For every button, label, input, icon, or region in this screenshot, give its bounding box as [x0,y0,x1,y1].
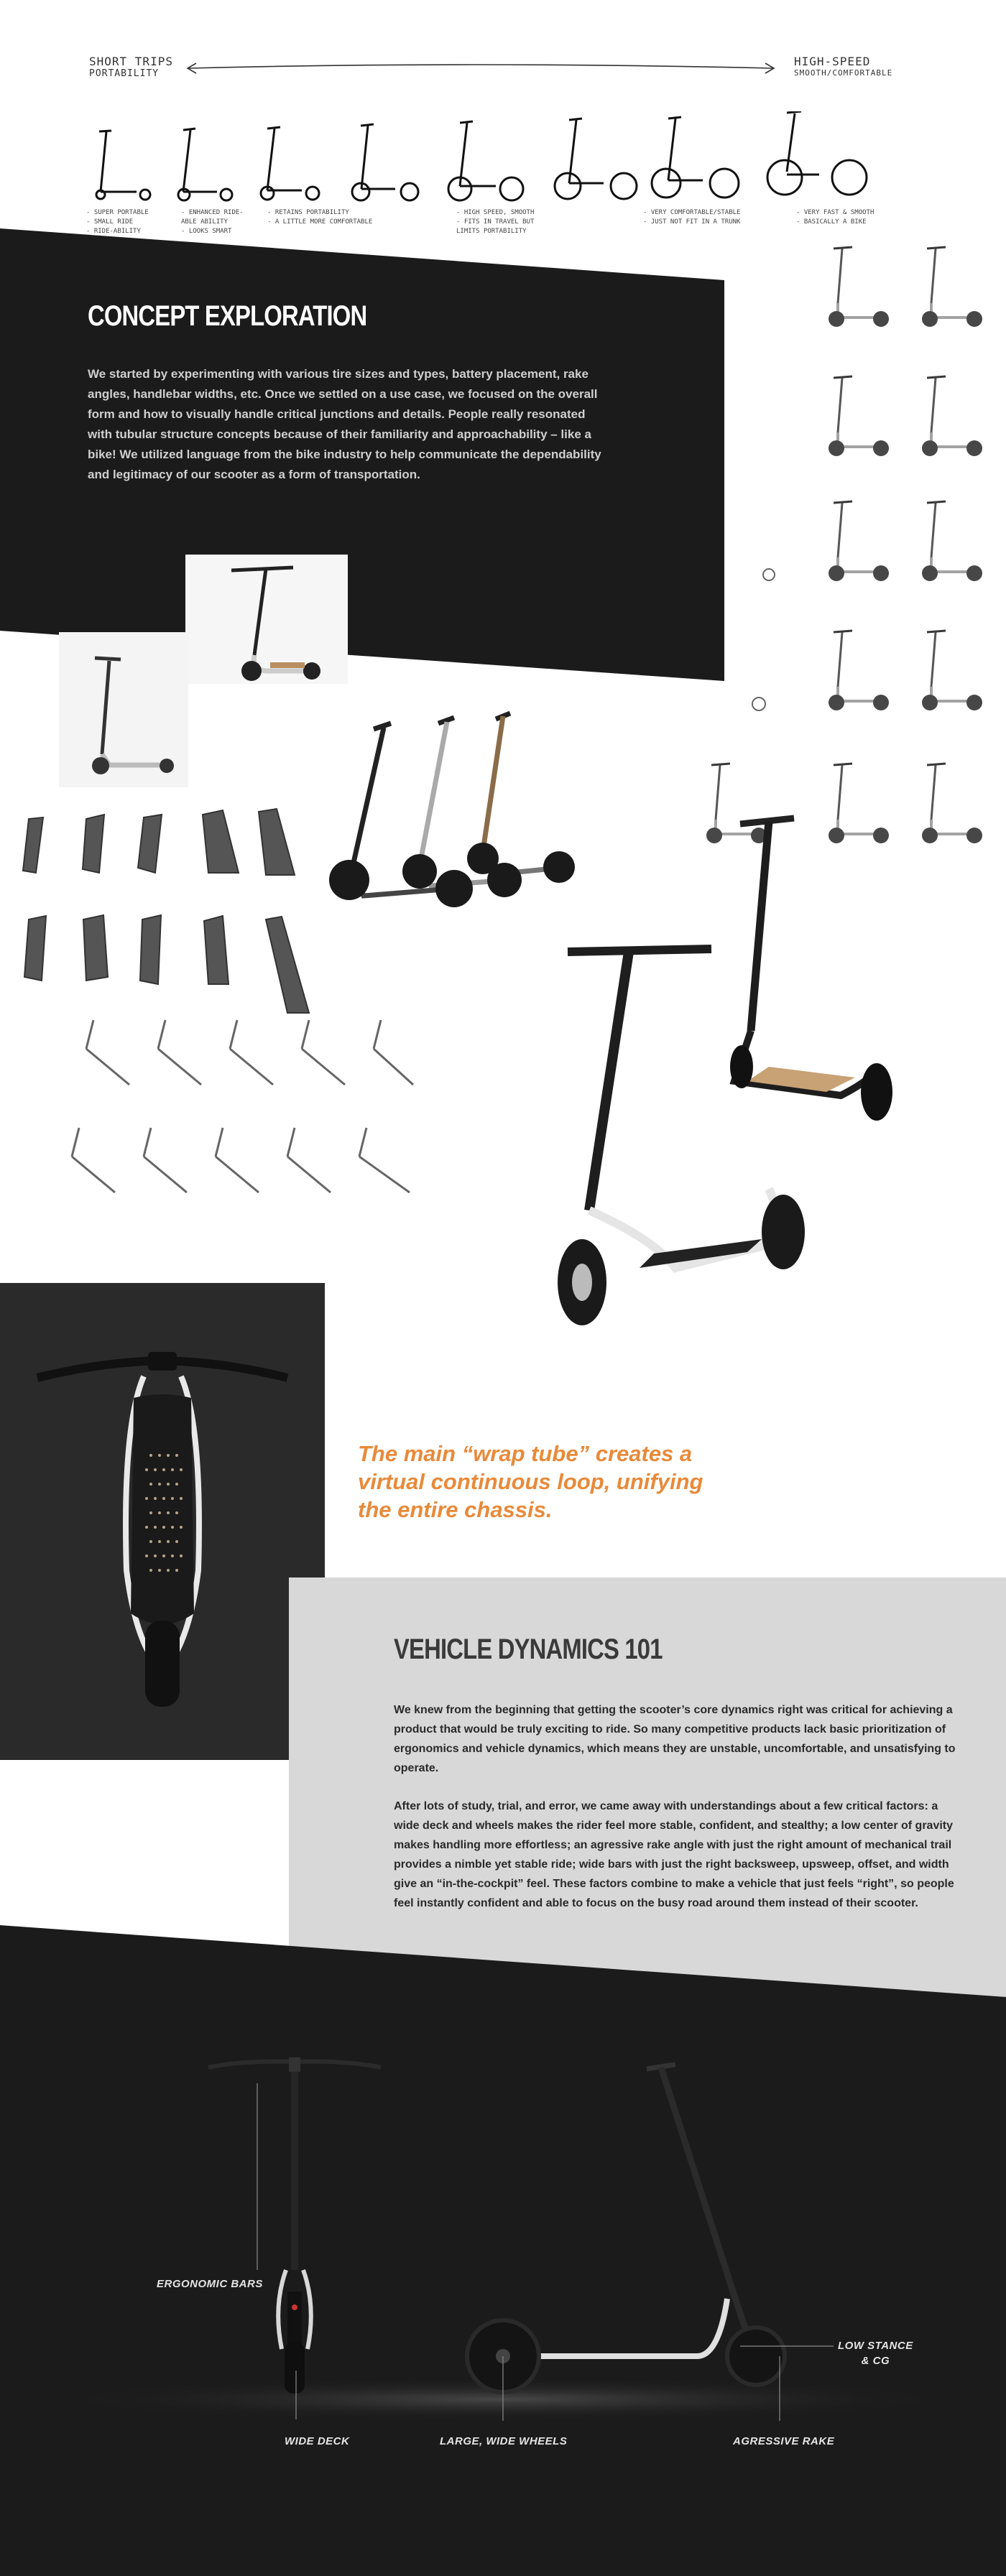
callout-wide-deck: WIDE DECK [285,2435,350,2447]
sketch-note-4: - HIGH SPEED, SMOOTH - FITS IN TRAVEL BUT LIMITS PORTABILITY [456,209,535,235]
callout-ergonomic-bars: ERGONOMIC BARS [157,2278,263,2290]
dynamics-para-1: We knew from the beginning that getting the scooter’s core dynamics right was critical for achieving a product that would be truly exciting to ride. So many competitive products lack basic prioritization of ergonomics and vehicle dynamics, which means they are unstable, uncomfortable, and unsatisfying to operate. [394,1704,956,1774]
callout-large-wheels: LARGE, WIDE WHEELS [440,2435,568,2447]
concept-body: We started by experimenting with various tire sizes and types, battery placement, rake angles, handlebar widths, etc. Once we settled on a use case, we focused on the overall form and how to visually handle critical junctions and details. People really resonated with tubular structure concepts because of their familiarity and approachability – like a bike! We utilized language from the bike industry to help communicate the dependability and legitimacy of our scooter as a form of transportation. [88,367,601,481]
sketch-note-3: - RETAINS PORTABILITY - A LITTLE MORE COMFORTABLE [267,209,373,226]
callout-low-stance: LOW STANCE & CG [838,2340,913,2367]
render-photo-small [59,632,188,787]
concept-section [88,300,605,485]
scooter-sketch-row [79,111,920,212]
callout-lines [0,2054,1006,2457]
sketch-note-2: - ENHANCED RIDE- ABLE ABILITY - LOOKS SMART [181,209,244,235]
render-photo-tall [185,555,348,684]
junction-detail-sketches [14,805,431,1207]
hero-scooter-render [510,808,977,1376]
short-trips-label: SHORT TRIPS PORTABILITY [89,55,173,79]
sketch-strip [0,0,1006,237]
dynamics-title: VEHICLE DYNAMICS 101 [394,1634,663,1665]
top-view-render [0,1283,325,1760]
sketch-note-5: - VERY COMFORTABLE/STABLE - JUST NOT FIT IN A TRUNK [643,209,741,226]
concept-title: CONCEPT EXPLORATION [88,300,367,332]
dynamics-section [394,1634,961,1913]
high-speed-label: HIGH-SPEED SMOOTH/COMFORTABLE [794,55,893,78]
spectrum-arrow [183,57,780,79]
render-grid [596,237,1006,876]
dynamics-para-2: After lots of study, trial, and error, we came away with understandings about a few critical factors: a wide deck and wheels makes the rider feel more stable, confident, and stealthy; a low center of gravity makes handling more effortless; an agressive rake angle with just the right amount of mechanical trail provides a nimble yet stable ride; wide bars with just the right backsweep, upsweep, offset, and width give an “in-the-cockpit” feel. These factors combine to make a vehicle that just feels “right”, so people feel instantly confident and able to focus on the busy road around them instead of their scooter. [394,1800,954,1909]
sketch-note-1: - SUPER PORTABLE - SMALL RIDE - RIDE-ABILITY [86,209,149,235]
sketch-note-6: - VERY FAST & SMOOTH - BASICALLY A BIKE [796,209,875,226]
callout-agressive-rake: AGRESSIVE RAKE [733,2435,835,2447]
wrap-tube-quote: The main “wrap tube” creates a virtual continuous loop, unifying the entire chassis. [358,1441,703,1522]
